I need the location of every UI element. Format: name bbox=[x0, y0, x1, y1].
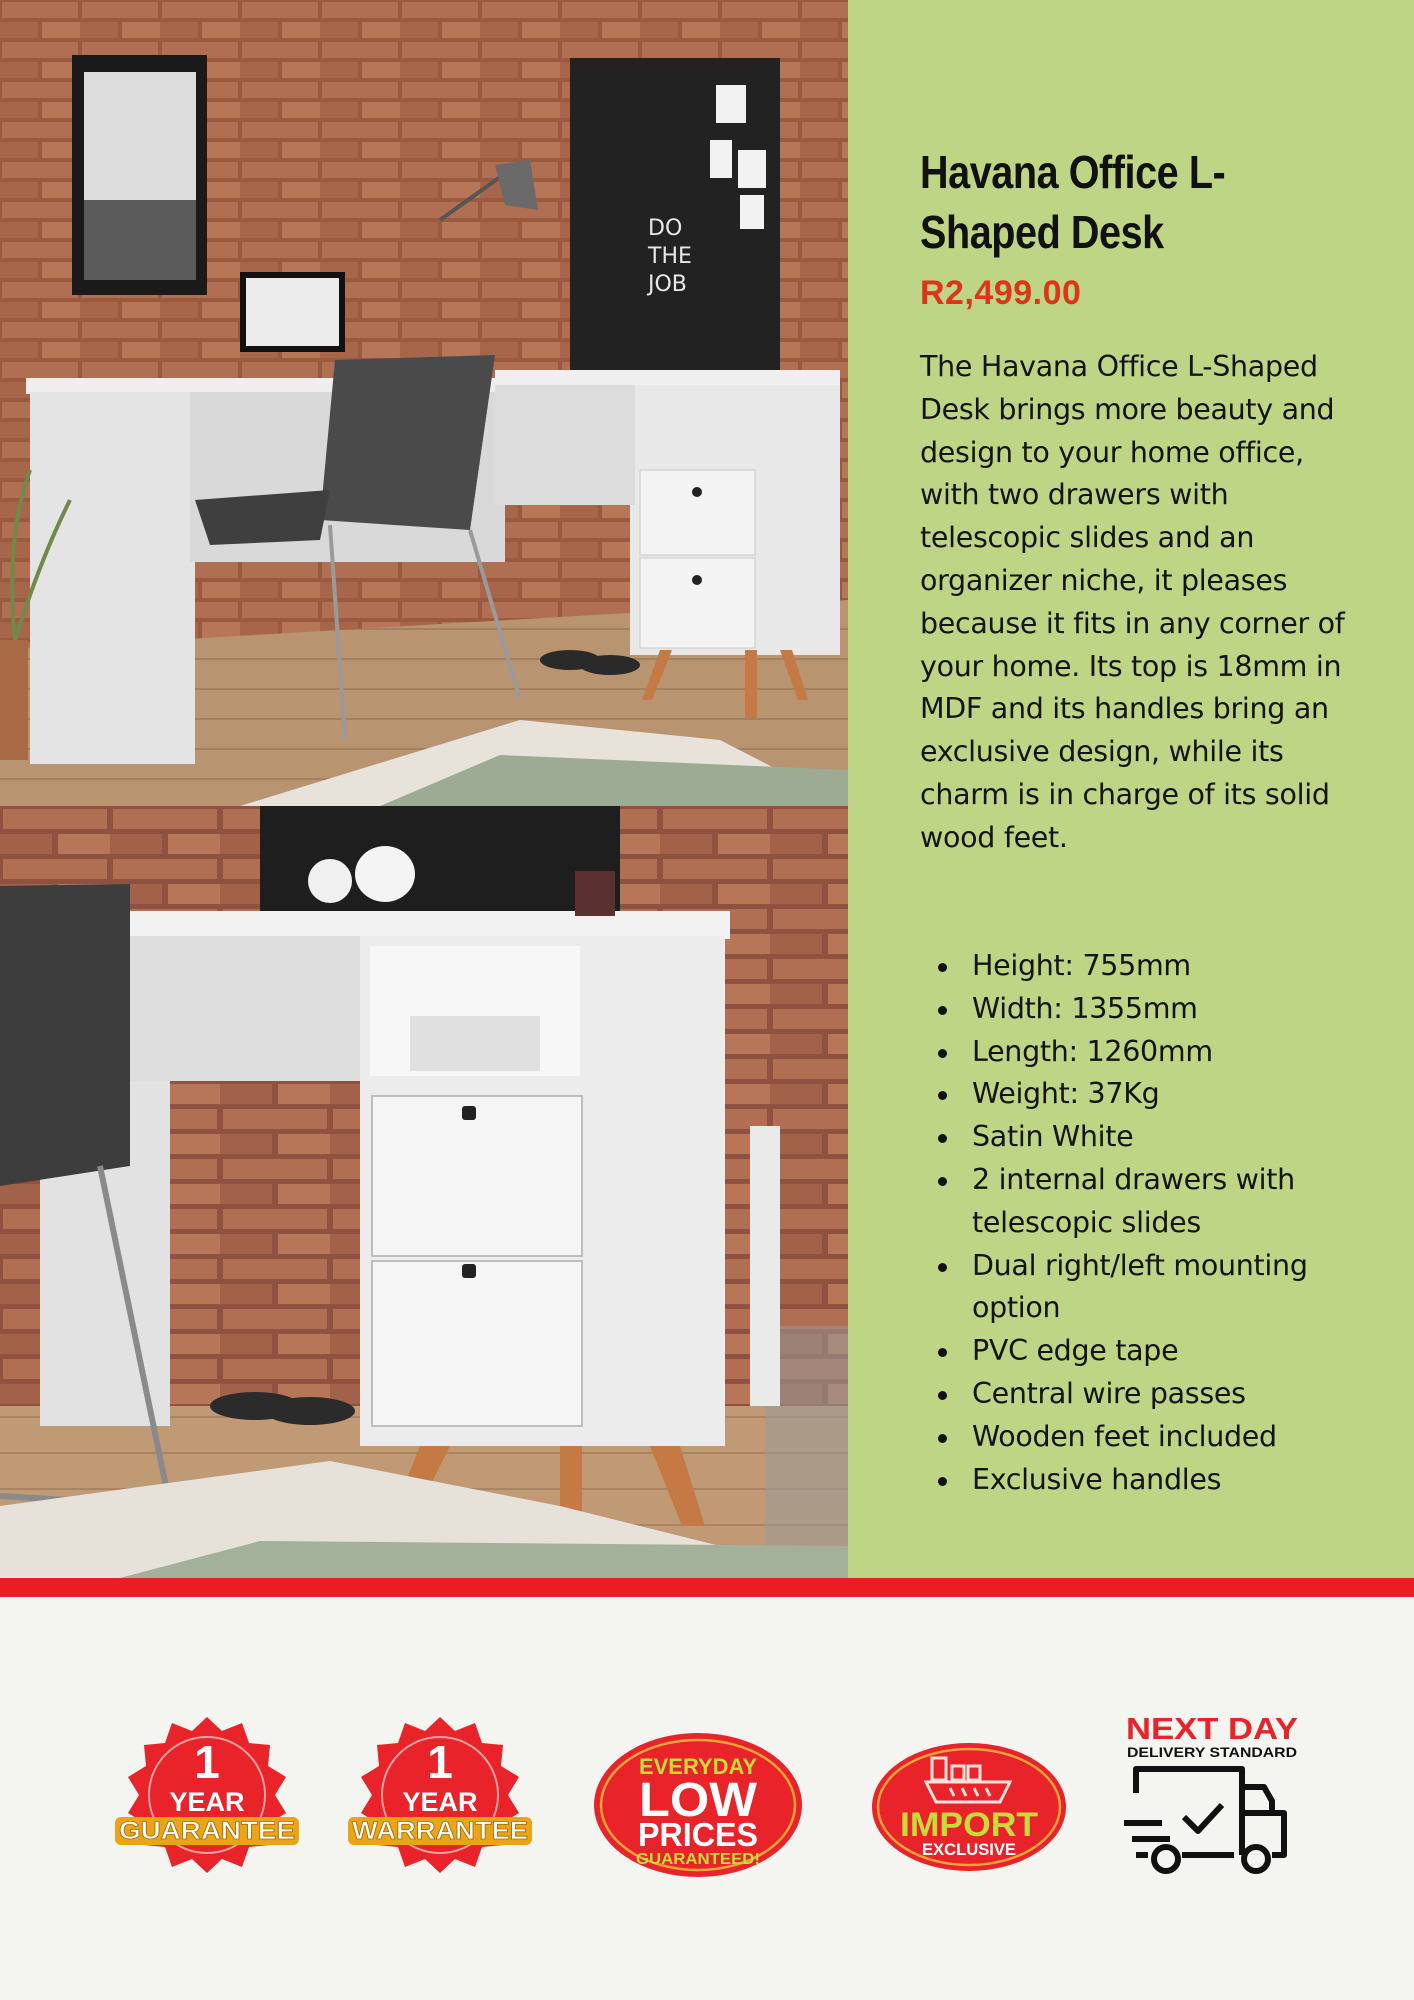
product-title bbox=[920, 142, 1316, 262]
spec-item: Height: 755mm bbox=[920, 945, 1360, 988]
guarantee-badge bbox=[112, 1715, 302, 1885]
spec-item: PVC edge tape bbox=[920, 1330, 1360, 1373]
next-day-delivery-badge bbox=[1122, 1709, 1302, 1879]
seal-starburst-icon bbox=[345, 1715, 535, 1885]
red-divider-band bbox=[0, 1578, 1414, 1597]
price-oval-icon bbox=[592, 1730, 804, 1880]
product-title-line2: Shaped Desk bbox=[920, 206, 1164, 258]
chalkboard-text: DO THE JOB bbox=[648, 216, 692, 297]
svg-text:1: 1 bbox=[194, 1736, 220, 1788]
spec-item: Wooden feet included bbox=[920, 1416, 1360, 1459]
seal-starburst-icon bbox=[112, 1715, 302, 1885]
desk-drawer-closeup-illustration bbox=[0, 806, 848, 1578]
spec-item: Exclusive handles bbox=[920, 1459, 1360, 1502]
spec-item: Dual right/left mounting option bbox=[920, 1245, 1360, 1331]
svg-text:WARRANTEE: WARRANTEE bbox=[352, 1817, 528, 1845]
svg-text:DELIVERY STANDARD: DELIVERY STANDARD bbox=[1127, 1744, 1297, 1760]
spec-item: 2 internal drawers with telescopic slides bbox=[920, 1159, 1360, 1245]
spec-item: Width: 1355mm bbox=[920, 988, 1360, 1031]
svg-text:GUARANTEED!: GUARANTEED! bbox=[636, 1851, 760, 1868]
spec-item: Central wire passes bbox=[920, 1373, 1360, 1416]
svg-text:PRICES: PRICES bbox=[638, 1816, 758, 1853]
svg-text:NEXT DAY: NEXT DAY bbox=[1126, 1711, 1299, 1746]
spec-list bbox=[920, 945, 1360, 1501]
svg-text:YEAR: YEAR bbox=[169, 1787, 245, 1817]
product-description: The Havana Office L-Shaped Desk brings more beauty and design to your home office, with two drawers with telescopic slides and an organizer niche, it pleases because it fits in any corner of your home. Its top is 18mm in MDF and its handles bring an exclusive design, while its charm is in charge of its solid wood feet. bbox=[920, 350, 1345, 854]
spec-item: Satin White bbox=[920, 1116, 1360, 1159]
desk-room-illustration bbox=[0, 0, 848, 806]
product-price: R2,499.00 bbox=[920, 274, 1082, 312]
product-info-panel bbox=[848, 0, 1414, 1578]
warrantee-badge bbox=[345, 1715, 535, 1885]
svg-text:EVERYDAY: EVERYDAY bbox=[639, 1754, 758, 1779]
product-photo-top bbox=[0, 0, 848, 806]
product-photo-bottom bbox=[0, 806, 848, 1578]
svg-text:1: 1 bbox=[427, 1736, 453, 1788]
product-title-line1: Havana Office L- bbox=[920, 146, 1226, 198]
delivery-truck-icon bbox=[1122, 1709, 1302, 1879]
spec-item: Weight: 37Kg bbox=[920, 1073, 1360, 1116]
svg-text:EXCLUSIVE: EXCLUSIVE bbox=[922, 1840, 1016, 1859]
svg-text:YEAR: YEAR bbox=[402, 1787, 478, 1817]
svg-text:LOW: LOW bbox=[639, 1774, 758, 1827]
low-prices-badge bbox=[592, 1730, 804, 1880]
svg-text:GUARANTEE: GUARANTEE bbox=[119, 1817, 295, 1845]
spec-item: Length: 1260mm bbox=[920, 1031, 1360, 1074]
svg-text:IMPORT: IMPORT bbox=[900, 1806, 1039, 1844]
import-oval-icon bbox=[870, 1740, 1068, 1874]
badge-footer bbox=[0, 1597, 1414, 2000]
import-exclusive-badge bbox=[870, 1740, 1068, 1874]
